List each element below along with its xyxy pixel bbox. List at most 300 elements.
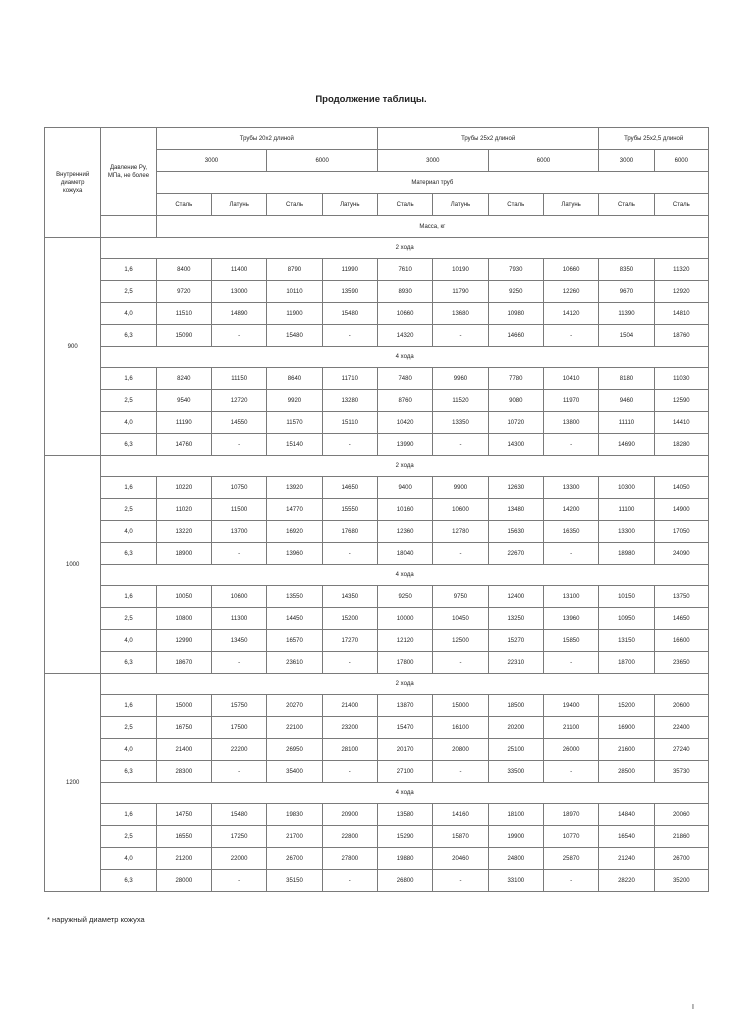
pressure-cell: 6,3 <box>101 543 156 565</box>
mass-cell: 8760 <box>377 390 432 412</box>
table-row <box>45 870 709 892</box>
mass-cell: 15870 <box>433 826 488 848</box>
mass-cell: 12260 <box>543 281 598 303</box>
pressure-cell: 6,3 <box>101 761 156 783</box>
mass-cell: 17800 <box>377 652 432 674</box>
mass-cell: 11190 <box>156 412 211 434</box>
header-material-cell: Латунь <box>322 194 377 216</box>
mass-cell: 13220 <box>156 521 211 543</box>
mass-cell: 10750 <box>211 477 266 499</box>
mass-cell: 22100 <box>267 717 322 739</box>
mass-cell: - <box>543 870 598 892</box>
mass-cell: 12120 <box>377 630 432 652</box>
table-row <box>45 434 709 456</box>
mass-cell: 21240 <box>599 848 654 870</box>
pressure-cell: 4,0 <box>101 521 156 543</box>
mass-cell: 15000 <box>433 695 488 717</box>
mass-cell: 11990 <box>322 259 377 281</box>
mass-cell: 26000 <box>543 739 598 761</box>
mass-cell: 11110 <box>599 412 654 434</box>
mass-cell: 9460 <box>599 390 654 412</box>
mass-cell: 23610 <box>267 652 322 674</box>
mass-cell: - <box>433 325 488 347</box>
table-row <box>45 390 709 412</box>
mass-cell: 7930 <box>488 259 543 281</box>
mass-cell: 13280 <box>322 390 377 412</box>
mass-cell: 13250 <box>488 608 543 630</box>
pressure-cell: 4,0 <box>101 848 156 870</box>
diameter-cell: 1000 <box>45 456 101 674</box>
header-tube-group: Трубы 25х2 длиной <box>377 128 598 150</box>
header-tube-group: Трубы 25х2,5 длиной <box>599 128 709 150</box>
header-material-cell: Сталь <box>377 194 432 216</box>
mass-cell: 28300 <box>156 761 211 783</box>
mass-cell: 12630 <box>488 477 543 499</box>
mass-cell: 24800 <box>488 848 543 870</box>
mass-cell: 13920 <box>267 477 322 499</box>
mass-cell: - <box>322 761 377 783</box>
mass-cell: 10000 <box>377 608 432 630</box>
mass-cell: 33100 <box>488 870 543 892</box>
pressure-cell: 1,6 <box>101 804 156 826</box>
mass-cell: 17050 <box>654 521 708 543</box>
header-length: 6000 <box>488 150 599 172</box>
mass-cell: 10770 <box>543 826 598 848</box>
mass-cell: 27240 <box>654 739 708 761</box>
table-row <box>45 826 709 848</box>
mass-cell: 9920 <box>267 390 322 412</box>
mass-cell: 9750 <box>433 586 488 608</box>
mass-cell: 11020 <box>156 499 211 521</box>
mass-cell: 10050 <box>156 586 211 608</box>
mass-cell: 9250 <box>377 586 432 608</box>
header-material-cell: Сталь <box>267 194 322 216</box>
mass-cell: - <box>543 761 598 783</box>
mass-cell: 8180 <box>599 368 654 390</box>
mass-cell: 13870 <box>377 695 432 717</box>
mass-cell: 16900 <box>599 717 654 739</box>
table-row <box>45 848 709 870</box>
mass-cell: 9900 <box>433 477 488 499</box>
table-row <box>45 325 709 347</box>
mass-cell: 18100 <box>488 804 543 826</box>
data-table <box>44 127 709 892</box>
mass-cell: - <box>211 652 266 674</box>
mass-cell: 14750 <box>156 804 211 826</box>
mass-cell: 10800 <box>156 608 211 630</box>
mass-cell: 14660 <box>488 325 543 347</box>
mass-cell: 11970 <box>543 390 598 412</box>
mass-cell: 28220 <box>599 870 654 892</box>
mass-cell: 13300 <box>599 521 654 543</box>
pressure-cell: 6,3 <box>101 870 156 892</box>
mass-cell: 19880 <box>377 848 432 870</box>
mass-cell: 26800 <box>377 870 432 892</box>
mass-cell: 10420 <box>377 412 432 434</box>
mass-cell: 15480 <box>267 325 322 347</box>
mass-cell: 8790 <box>267 259 322 281</box>
mass-cell: 10980 <box>488 303 543 325</box>
mass-cell: 14690 <box>599 434 654 456</box>
mass-cell: 7780 <box>488 368 543 390</box>
mass-cell: 15630 <box>488 521 543 543</box>
mass-cell: 21600 <box>599 739 654 761</box>
mass-cell: 15140 <box>267 434 322 456</box>
mass-cell: 16350 <box>543 521 598 543</box>
header-material-cell: Сталь <box>488 194 543 216</box>
mass-cell: 13550 <box>267 586 322 608</box>
mass-cell: 11520 <box>433 390 488 412</box>
table-row <box>45 804 709 826</box>
mass-cell: 26700 <box>654 848 708 870</box>
mass-cell: 14160 <box>433 804 488 826</box>
mass-cell: 17500 <box>211 717 266 739</box>
header-row-mass <box>45 216 709 238</box>
pressure-cell: 4,0 <box>101 630 156 652</box>
mass-cell: 13960 <box>267 543 322 565</box>
mass-cell: 13800 <box>543 412 598 434</box>
mass-cell: 7610 <box>377 259 432 281</box>
table-row <box>45 412 709 434</box>
mass-cell: 10600 <box>433 499 488 521</box>
mass-cell: 14770 <box>267 499 322 521</box>
pressure-cell: 6,3 <box>101 434 156 456</box>
mass-cell: 10720 <box>488 412 543 434</box>
section-label: 4 хода <box>101 783 709 804</box>
mass-cell: 10110 <box>267 281 322 303</box>
mass-cell: - <box>543 543 598 565</box>
mass-cell: 13480 <box>488 499 543 521</box>
mass-cell: 20270 <box>267 695 322 717</box>
mass-cell: - <box>433 761 488 783</box>
mass-cell: 21200 <box>156 848 211 870</box>
mass-cell: 19400 <box>543 695 598 717</box>
mass-cell: 10600 <box>211 586 266 608</box>
section-label: 4 хода <box>101 565 709 586</box>
mass-cell: 14650 <box>322 477 377 499</box>
mass-cell: 28000 <box>156 870 211 892</box>
pressure-cell: 2,5 <box>101 390 156 412</box>
mass-cell: 13960 <box>543 608 598 630</box>
mass-cell: 16750 <box>156 717 211 739</box>
header-length: 6000 <box>267 150 378 172</box>
mass-cell: 18040 <box>377 543 432 565</box>
section-row <box>45 783 709 804</box>
mass-cell: 14840 <box>599 804 654 826</box>
mass-cell: 10660 <box>543 259 598 281</box>
mass-cell: - <box>322 325 377 347</box>
mass-cell: 12360 <box>377 521 432 543</box>
mass-cell: 35400 <box>267 761 322 783</box>
pressure-cell: 4,0 <box>101 412 156 434</box>
header-length: 3000 <box>156 150 267 172</box>
mass-cell: 13700 <box>211 521 266 543</box>
mass-cell: 35730 <box>654 761 708 783</box>
mass-cell: 20060 <box>654 804 708 826</box>
mass-cell: 20800 <box>433 739 488 761</box>
mass-cell: 12920 <box>654 281 708 303</box>
mass-cell: 11710 <box>322 368 377 390</box>
mass-cell: 14650 <box>654 608 708 630</box>
mass-cell: 9250 <box>488 281 543 303</box>
pressure-cell: 1,6 <box>101 259 156 281</box>
header-inner-diameter: Внутренний диаметр кожуха <box>45 128 101 238</box>
mass-cell: 28500 <box>599 761 654 783</box>
mass-cell: 10410 <box>543 368 598 390</box>
mass-cell: 20200 <box>488 717 543 739</box>
pressure-cell: 2,5 <box>101 281 156 303</box>
pressure-cell: 1,6 <box>101 586 156 608</box>
mass-cell: 12590 <box>654 390 708 412</box>
mass-cell: 15200 <box>599 695 654 717</box>
mass-cell: 15480 <box>211 804 266 826</box>
mass-cell: 13000 <box>211 281 266 303</box>
footnote: * наружный диаметр кожуха <box>47 915 145 924</box>
mass-cell: 25100 <box>488 739 543 761</box>
mass-cell: 16550 <box>156 826 211 848</box>
mass-cell: 10160 <box>377 499 432 521</box>
diameter-cell: 900 <box>45 238 101 456</box>
mass-cell: 11150 <box>211 368 266 390</box>
mass-cell: 10950 <box>599 608 654 630</box>
mass-cell: 14810 <box>654 303 708 325</box>
mass-cell: 20900 <box>322 804 377 826</box>
table-row <box>45 259 709 281</box>
mass-cell: 20170 <box>377 739 432 761</box>
mass-cell: 16540 <box>599 826 654 848</box>
mass-cell: 18670 <box>156 652 211 674</box>
mass-cell: 11030 <box>654 368 708 390</box>
mass-cell: 35150 <box>267 870 322 892</box>
mass-cell: 35200 <box>654 870 708 892</box>
pressure-cell: 1,6 <box>101 477 156 499</box>
mass-cell: 13750 <box>654 586 708 608</box>
mass-cell: 19830 <box>267 804 322 826</box>
section-label: 2 хода <box>101 456 709 477</box>
table-row <box>45 521 709 543</box>
mass-cell: - <box>211 870 266 892</box>
mass-cell: 11570 <box>267 412 322 434</box>
mass-cell: 14890 <box>211 303 266 325</box>
mass-cell: 33500 <box>488 761 543 783</box>
mass-cell: - <box>211 543 266 565</box>
pressure-cell: 6,3 <box>101 325 156 347</box>
section-label: 4 хода <box>101 347 709 368</box>
mass-cell: 8400 <box>156 259 211 281</box>
mass-cell: - <box>433 543 488 565</box>
mass-cell: - <box>322 870 377 892</box>
mass-cell: 13150 <box>599 630 654 652</box>
table-row <box>45 739 709 761</box>
mass-cell: - <box>433 652 488 674</box>
mass-cell: 27100 <box>377 761 432 783</box>
mass-cell: 10450 <box>433 608 488 630</box>
mass-cell: 8350 <box>599 259 654 281</box>
section-label: 2 хода <box>101 238 709 259</box>
header-row-groups <box>45 128 709 150</box>
mass-cell: 15200 <box>322 608 377 630</box>
mass-cell: 14050 <box>654 477 708 499</box>
mass-cell: 9960 <box>433 368 488 390</box>
mass-cell: 8640 <box>267 368 322 390</box>
mass-cell: 13450 <box>211 630 266 652</box>
mass-cell: 18500 <box>488 695 543 717</box>
mass-cell: 14300 <box>488 434 543 456</box>
table-row <box>45 499 709 521</box>
pressure-cell: 2,5 <box>101 826 156 848</box>
mass-cell: 13680 <box>433 303 488 325</box>
mass-cell: 10660 <box>377 303 432 325</box>
mass-cell: 21100 <box>543 717 598 739</box>
mass-cell: 14550 <box>211 412 266 434</box>
mass-cell: - <box>543 434 598 456</box>
mass-cell: 14410 <box>654 412 708 434</box>
table-row <box>45 303 709 325</box>
header-pressure: Давление Ру, МПа, не более <box>101 128 156 216</box>
mass-cell: 22200 <box>211 739 266 761</box>
mass-cell: 21700 <box>267 826 322 848</box>
header-material-cell: Латунь <box>433 194 488 216</box>
mass-cell: 16920 <box>267 521 322 543</box>
mass-cell: 14450 <box>267 608 322 630</box>
mass-cell: 9400 <box>377 477 432 499</box>
header-material-cell: Сталь <box>654 194 708 216</box>
mass-cell: 11300 <box>211 608 266 630</box>
mass-cell: 14760 <box>156 434 211 456</box>
page-number: I <box>692 1004 694 1011</box>
mass-cell: 18970 <box>543 804 598 826</box>
mass-cell: - <box>211 761 266 783</box>
mass-cell: 10190 <box>433 259 488 281</box>
mass-cell: 14350 <box>322 586 377 608</box>
mass-cell: 15090 <box>156 325 211 347</box>
mass-cell: 14320 <box>377 325 432 347</box>
mass-cell: 25870 <box>543 848 598 870</box>
header-material-cell: Сталь <box>599 194 654 216</box>
section-row <box>45 674 709 695</box>
mass-cell: 16600 <box>654 630 708 652</box>
mass-cell: - <box>211 325 266 347</box>
mass-cell: 12400 <box>488 586 543 608</box>
mass-cell: 15850 <box>543 630 598 652</box>
mass-cell: - <box>322 652 377 674</box>
mass-cell: 7480 <box>377 368 432 390</box>
table-row <box>45 543 709 565</box>
mass-cell: 15270 <box>488 630 543 652</box>
header-length: 3000 <box>599 150 654 172</box>
mass-cell: 27800 <box>322 848 377 870</box>
mass-cell: 12780 <box>433 521 488 543</box>
mass-cell: 12990 <box>156 630 211 652</box>
header-material: Материал труб <box>156 172 708 194</box>
header-length: 3000 <box>377 150 488 172</box>
mass-cell: 18280 <box>654 434 708 456</box>
mass-cell: - <box>543 325 598 347</box>
mass-cell: 14200 <box>543 499 598 521</box>
mass-cell: 16570 <box>267 630 322 652</box>
mass-cell: 8240 <box>156 368 211 390</box>
pressure-cell: 2,5 <box>101 717 156 739</box>
table-row <box>45 652 709 674</box>
mass-cell: 10220 <box>156 477 211 499</box>
pressure-cell: 4,0 <box>101 303 156 325</box>
mass-cell: 11320 <box>654 259 708 281</box>
mass-cell: 14120 <box>543 303 598 325</box>
mass-cell: 28100 <box>322 739 377 761</box>
mass-cell: 26950 <box>267 739 322 761</box>
mass-cell: 10150 <box>599 586 654 608</box>
mass-cell: 23650 <box>654 652 708 674</box>
mass-cell: 19900 <box>488 826 543 848</box>
mass-cell: 12720 <box>211 390 266 412</box>
pressure-cell: 2,5 <box>101 608 156 630</box>
mass-cell: 24090 <box>654 543 708 565</box>
mass-cell: 22670 <box>488 543 543 565</box>
mass-cell: 9080 <box>488 390 543 412</box>
mass-cell: 9720 <box>156 281 211 303</box>
mass-cell: 17250 <box>211 826 266 848</box>
mass-cell: 23200 <box>322 717 377 739</box>
table-row <box>45 608 709 630</box>
section-row <box>45 238 709 259</box>
mass-cell: 9540 <box>156 390 211 412</box>
mass-cell: 17270 <box>322 630 377 652</box>
header-material-cell: Латунь <box>543 194 598 216</box>
mass-cell: 18760 <box>654 325 708 347</box>
table-row <box>45 717 709 739</box>
mass-cell: - <box>433 870 488 892</box>
mass-cell: 20600 <box>654 695 708 717</box>
mass-cell: 15550 <box>322 499 377 521</box>
mass-cell: 21860 <box>654 826 708 848</box>
mass-cell: 22000 <box>211 848 266 870</box>
mass-cell: 22800 <box>322 826 377 848</box>
mass-cell: 18700 <box>599 652 654 674</box>
mass-cell: 8930 <box>377 281 432 303</box>
mass-cell: - <box>433 434 488 456</box>
mass-cell: - <box>211 434 266 456</box>
mass-cell: 22400 <box>654 717 708 739</box>
mass-cell: 13590 <box>322 281 377 303</box>
mass-cell: - <box>322 543 377 565</box>
mass-cell: 18900 <box>156 543 211 565</box>
table-row <box>45 761 709 783</box>
pressure-cell: 1,6 <box>101 368 156 390</box>
mass-cell: 15110 <box>322 412 377 434</box>
mass-cell: - <box>543 652 598 674</box>
section-label: 2 хода <box>101 674 709 695</box>
mass-cell: 10300 <box>599 477 654 499</box>
mass-cell: 13100 <box>543 586 598 608</box>
table-row <box>45 695 709 717</box>
mass-cell: 11400 <box>211 259 266 281</box>
header-mass: Масса, кг <box>156 216 708 238</box>
mass-cell: 11900 <box>267 303 322 325</box>
header-blank <box>101 216 156 238</box>
pressure-cell: 4,0 <box>101 739 156 761</box>
mass-cell: 22310 <box>488 652 543 674</box>
mass-cell: 14900 <box>654 499 708 521</box>
section-row <box>45 565 709 586</box>
mass-cell: 17680 <box>322 521 377 543</box>
header-length: 6000 <box>654 150 708 172</box>
mass-cell: 15480 <box>322 303 377 325</box>
mass-cell: 11390 <box>599 303 654 325</box>
pressure-cell: 1,6 <box>101 695 156 717</box>
table-row <box>45 281 709 303</box>
mass-cell: 15470 <box>377 717 432 739</box>
mass-cell: 11790 <box>433 281 488 303</box>
